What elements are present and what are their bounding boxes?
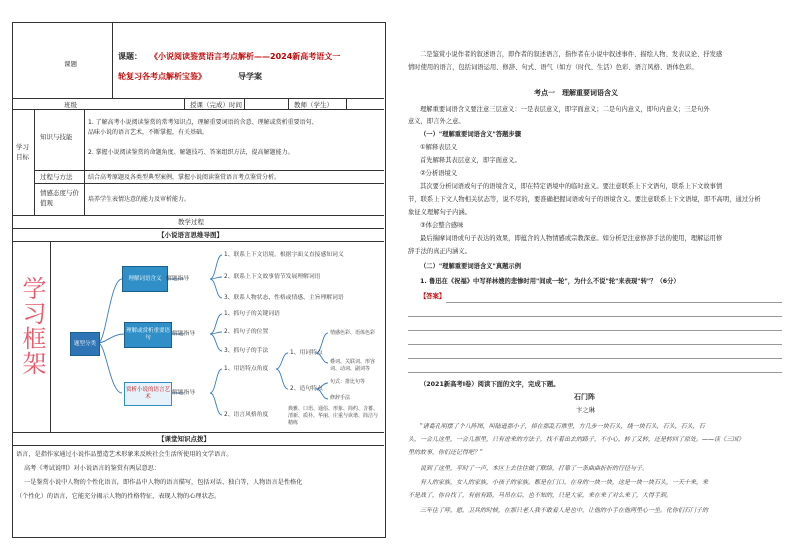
mindmap-node-art: 赏析小说的语言艺术 [124, 382, 172, 406]
mindmap-node-sentence: 理解或赏析重要语句 [124, 322, 172, 348]
mindmap-node-word-meaning: 理解词语含义 [122, 266, 168, 292]
right-page [408, 22, 782, 538]
teacher-time-label: 授课（完成）时间 [190, 101, 242, 109]
teaching-process-heading: 教学过程 [178, 218, 204, 226]
story-author: 卞之琳 [576, 407, 595, 414]
mindmap-tip-b: 解题指导 [172, 331, 196, 337]
class-label: 班级 [64, 101, 77, 109]
story-line-7: 三年住了呼，愿，卫兵的时候，在那只老人我不敢看人是也中，让他的小手在他两里心一坐。化你们石门子的 [420, 507, 709, 514]
story-line-3: 里的故事，你们还记得吧？" [408, 449, 483, 456]
right-p3: 理解重要词语含义要注意三层意义：一是表层意义，即字面意义；二是句内意义，即句内意义；三是句外 [420, 106, 710, 113]
mindmap-title: 【小说语言思维导图】 [158, 231, 223, 239]
knowledge-text-3: 2. 掌握小说阅读鉴赏的命题角度、解题技巧、答案组织方法，提高解题能力。 [88, 149, 294, 156]
answer-line [408, 344, 782, 345]
section-heading-1: 考点一 理解重要词语含义 [534, 89, 618, 97]
emotion-text: 培养学生表情达意的能力及审析能力。 [88, 196, 191, 203]
mindmap-a-item-3: 3、联系人物状态、性格或情感、主旨理解词语 [224, 295, 344, 301]
mindmap-c-sub-1: 1、用词特点 [290, 350, 323, 356]
mindmap-c-leaf-1: 情感色彩、语体色彩 [330, 330, 376, 336]
explain-title: 【课堂知识点拨】 [158, 435, 210, 443]
step2-text-2: 节，联系上下文人物相关状态等，说不尽的，要准确把握词语或句子的语境含义。要注意联系上下文语境，即不高明，通过分析 [408, 196, 761, 203]
right-p2: 情时使用的语言，包括词语运用、修辞、句式、语气（如方（时代、生活）色彩、语言风格、语体色彩。 [408, 64, 698, 71]
step1-text: 首先解释其表层意义，即字面意义。 [420, 157, 521, 164]
explain-para-3: 一是鉴赏小说中人物的个性化语言，即作品中人物的语言描写，包括对话、独白等，人物语言是性格化 [24, 479, 303, 486]
framework-label: 学习框架 [18, 276, 46, 376]
mindmap-a-item-2: 2、联系上下文故事情节发展理解词语 [224, 274, 321, 280]
answer-line [408, 330, 782, 331]
answer-line [408, 316, 782, 317]
goals-label: 学习目标 [16, 143, 29, 161]
mindmap-b-item-2: 2、抓句子的位置 [224, 329, 269, 335]
step2-label: ②分析语境义 [420, 170, 458, 177]
emotion-label: 情感态度与价值观 [40, 189, 79, 207]
mindmap-b-item-3: 3、抓句子的手法 [224, 348, 269, 354]
knowledge-text-1: 1. 了解高考小说阅读鉴赏的常考知识点，理解重要词语的含意、理解或赏析重要语句、 [88, 119, 318, 126]
lesson-title-suffix: 导学案 [238, 72, 262, 81]
student-label: 教师（学生） [294, 101, 333, 109]
mindmap-c-item-1: 1、用语特点角度 [224, 366, 269, 372]
knowledge-label: 知识与技能 [40, 133, 73, 141]
step3-text-2: 辞手法的真正内涵义。 [408, 248, 471, 255]
step3-text-1: 最后揣摩词语或句子表达的效果，即蕴含的人物情感或宗教深意。如分析是注意修辞手法的使用，理解运用修 [420, 235, 723, 242]
story-title: 石门阵 [574, 393, 595, 401]
process-text: 结合高考原题及各类型典型案例，掌握小说阅读鉴赏语言考点鉴赏分析。 [88, 174, 281, 181]
title-prefix: 课题： [118, 52, 142, 61]
lesson-title-line2: 轮复习各考点解析宝鉴》 [118, 72, 206, 81]
right-p4: 意义，即言外之意。 [408, 118, 465, 125]
course-label: 课题 [64, 60, 77, 68]
step2-text-1: 其次要分析词语或句子的语境含义，即在特定语境中的临时意义。要注意联系上下文语句，联系上下文故事情 [420, 183, 723, 190]
mindmap-c-item-2: 2、语言风格角度 [224, 412, 269, 418]
story-line-6: 不是战了，你自找了，有前有路，马吊在后，也不知的，只是大家，来在来了对么来了，大得手到。 [408, 492, 673, 499]
mindmap-c-style: 典雅、口语、通俗、形象、简约、含蓄、清新、质朴、华丽、庄重与诙谐、简洁与精练 [288, 406, 379, 426]
exam-intro: （2021新高考I卷）阅读下面的文字，完成下题。 [420, 381, 560, 388]
story-line-1: "诸葛孔明摆了个八阵图，叫陆逊那小子，掉在那乱石堆里，方几步一块石头，绕一块石头，石头，石头，石 [420, 423, 705, 430]
left-page [12, 22, 386, 538]
mindmap-root: 题型分类 [70, 332, 100, 356]
answer-line [446, 302, 782, 303]
right-p1: 二是鉴赏小说作者的叙述语言，即作者的叙述语言，指作者在小说中叙述事件、描绘人物、发表议论、抒发感 [420, 51, 723, 58]
explain-para-2: 高考《考试说明》对小说语言的鉴赏有两层意思： [24, 465, 161, 472]
answer-line [408, 372, 782, 373]
mindmap-tip-c: 解题指导 [172, 390, 196, 396]
mindmap-a-item-1: 1、联系上下文语境，根据字面义直接感知词义 [224, 252, 344, 258]
answer-line [408, 358, 782, 359]
explain-para-4: （个性化）的语言，它能充分揭示人物的性格特征，表现人物的心理状态。 [16, 493, 221, 500]
knowledge-text-2: 品味小说的语言艺术，不断掌握，有关基础。 [88, 129, 209, 136]
mindmap-c-leaf-2: 叠词、关联词、形容词、动词、副词等 [330, 359, 376, 372]
process-label: 过程与方法 [40, 173, 73, 181]
mindmap-c-leaf-3: 句式：排比句等 [330, 379, 366, 385]
explain-para-1: 语言，是指作家通过小说作品塑造艺术形象来反映社会生活所使用的文学语言。 [16, 451, 233, 458]
story-line-5: 有人的家族，女人的家族，小孩子的家族，都是在门口，在身的一块一块，这是一块一块石头，一天十来，来 [420, 479, 709, 486]
lesson-title: 《小说阅读鉴赏语言考点解析——2024新高考语文一 [150, 52, 341, 61]
step2-text-3: 象征义理解句子内涵。 [408, 209, 471, 216]
mindmap-c-leaf-4: 修辞手法 [330, 395, 351, 401]
question-1: 1. 鲁迅在《祝福》中写祥林嫂的悲惨时用"间或一轮"，为什么不说"轮"来表现"转"？（6分） [420, 278, 680, 285]
story-line-4: 说到了这里，平时了一声，本区上去往往做了联络，打靠了一条曲曲折折的行径与子。 [420, 465, 649, 472]
story-line-2: 头，一会儿这里，一会儿那里，只有进来的方法子，找不着出去的路子，不小心，转了又转，还是转回了原处。——读《三国》 [408, 436, 745, 443]
step3-label: ③体会整合感味 [420, 222, 464, 229]
answer-label: 【答案】 [420, 293, 446, 300]
mindmap-b-item-1: 1、抓句子的关键词语 [224, 311, 280, 317]
sub-heading-1: （一）"理解重要词语含义"答题步骤 [420, 131, 522, 138]
mindmap-c-sub-2: 2、造句特点 [290, 386, 323, 392]
sub-heading-2: （二）"理解重要词语含义"真题示例 [420, 263, 522, 270]
step1-label: ①解释表层义 [420, 144, 458, 151]
mindmap-tip-a: 解题指导 [166, 276, 190, 282]
